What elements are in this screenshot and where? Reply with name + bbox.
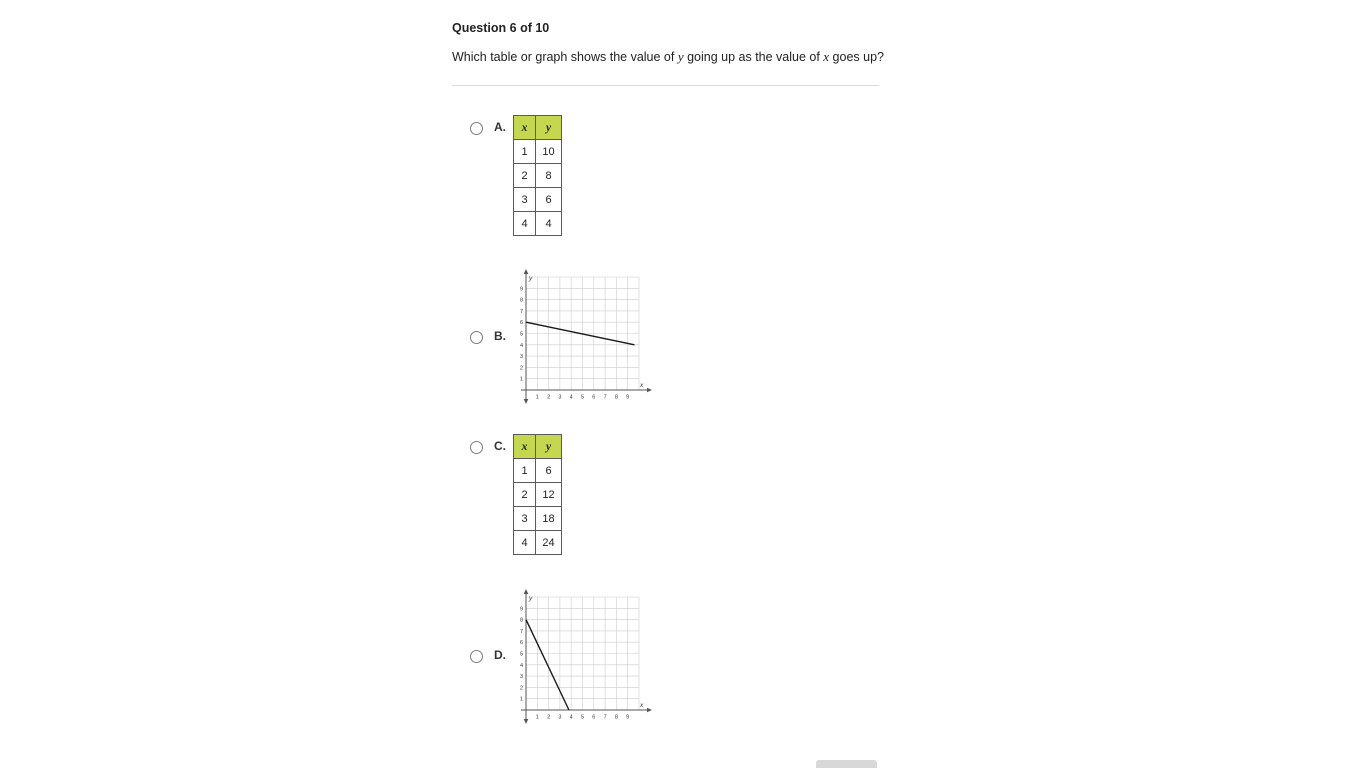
svg-text:5: 5 <box>580 714 585 721</box>
option-d <box>470 586 710 734</box>
option-a-label: A. <box>494 120 506 134</box>
option-b-radio[interactable] <box>470 331 483 344</box>
table-header-cell: x <box>514 435 536 459</box>
question-var-y: y <box>677 49 684 64</box>
svg-text:7: 7 <box>603 714 607 721</box>
svg-text:9: 9 <box>626 394 630 401</box>
table-cell: 2 <box>514 164 536 188</box>
svg-text:6: 6 <box>519 320 523 327</box>
svg-text:8: 8 <box>614 714 618 721</box>
option-d-label: D. <box>494 648 506 662</box>
table-cell: 10 <box>536 140 562 164</box>
table-row <box>514 507 562 531</box>
table-row <box>514 212 562 236</box>
svg-text:7: 7 <box>519 628 523 635</box>
option-c-label: C. <box>494 439 506 453</box>
svg-text:y: y <box>529 275 533 282</box>
svg-text:8: 8 <box>519 297 523 304</box>
question-var-x: x <box>823 49 830 64</box>
table-row <box>514 140 562 164</box>
svg-text:6: 6 <box>519 640 523 647</box>
table-row <box>514 164 562 188</box>
svg-text:3: 3 <box>519 354 523 361</box>
table-cell: 4 <box>514 531 536 555</box>
svg-text:3: 3 <box>519 674 523 681</box>
table-cell: 3 <box>514 507 536 531</box>
svg-text:1: 1 <box>519 376 523 383</box>
svg-text:1: 1 <box>535 714 539 721</box>
table-cell: 6 <box>536 459 562 483</box>
svg-text:9: 9 <box>519 606 523 613</box>
svg-text:4: 4 <box>569 394 573 401</box>
option-b <box>470 266 710 414</box>
table-cell: 6 <box>536 188 562 212</box>
table-cell: 4 <box>536 212 562 236</box>
divider <box>452 85 879 86</box>
option-c-table <box>513 434 562 555</box>
svg-text:y: y <box>529 595 533 602</box>
question-counter: Question 6 of 10 <box>452 21 550 35</box>
bottom-action-button[interactable] <box>816 760 877 768</box>
table-row <box>514 188 562 212</box>
question-text-part: Which table or graph shows the value of <box>452 50 678 64</box>
svg-text:8: 8 <box>614 394 618 401</box>
svg-text:2: 2 <box>519 685 523 692</box>
svg-text:9: 9 <box>626 714 630 721</box>
svg-text:8: 8 <box>519 617 523 624</box>
option-d-graph <box>510 586 652 728</box>
question-text <box>452 49 884 65</box>
svg-text:9: 9 <box>519 286 523 293</box>
svg-text:5: 5 <box>519 651 523 658</box>
table-row <box>514 459 562 483</box>
table-cell: 4 <box>514 212 536 236</box>
svg-text:6: 6 <box>592 394 596 401</box>
option-b-label: B. <box>494 329 506 343</box>
graph-svg <box>510 266 652 408</box>
svg-text:4: 4 <box>569 714 573 721</box>
option-c-radio[interactable] <box>470 441 483 454</box>
svg-text:2: 2 <box>547 394 551 401</box>
svg-text:x: x <box>640 702 644 709</box>
table-cell: 18 <box>536 507 562 531</box>
table-cell: 2 <box>514 483 536 507</box>
svg-text:2: 2 <box>547 714 551 721</box>
option-a-radio[interactable] <box>470 122 483 135</box>
svg-text:7: 7 <box>603 394 607 401</box>
svg-text:2: 2 <box>519 365 523 372</box>
table-cell: 12 <box>536 483 562 507</box>
graph-svg <box>510 586 652 728</box>
table-header-cell: y <box>536 435 562 459</box>
option-b-graph <box>510 266 652 408</box>
table-cell: 3 <box>514 188 536 212</box>
option-c <box>470 434 710 564</box>
svg-text:1: 1 <box>519 696 523 703</box>
svg-text:7: 7 <box>519 308 523 315</box>
answer-table <box>513 115 562 236</box>
svg-text:x: x <box>640 382 644 389</box>
option-a <box>470 115 710 245</box>
option-d-radio[interactable] <box>470 650 483 663</box>
svg-text:4: 4 <box>519 662 523 669</box>
svg-text:1: 1 <box>535 394 539 401</box>
table-row <box>514 531 562 555</box>
svg-text:5: 5 <box>580 394 585 401</box>
table-header-cell: y <box>536 116 562 140</box>
table-cell: 1 <box>514 140 536 164</box>
svg-text:6: 6 <box>592 714 596 721</box>
svg-text:4: 4 <box>519 342 523 349</box>
question-text-part: going up as the value of <box>683 50 824 64</box>
answer-table <box>513 434 562 555</box>
option-a-table <box>513 115 562 236</box>
question-text-part: goes up? <box>829 50 884 64</box>
table-row <box>514 483 562 507</box>
svg-text:3: 3 <box>558 714 562 721</box>
table-cell: 24 <box>536 531 562 555</box>
svg-text:3: 3 <box>558 394 562 401</box>
table-cell: 8 <box>536 164 562 188</box>
svg-text:5: 5 <box>519 331 523 338</box>
table-header-cell: x <box>514 116 536 140</box>
table-cell: 1 <box>514 459 536 483</box>
